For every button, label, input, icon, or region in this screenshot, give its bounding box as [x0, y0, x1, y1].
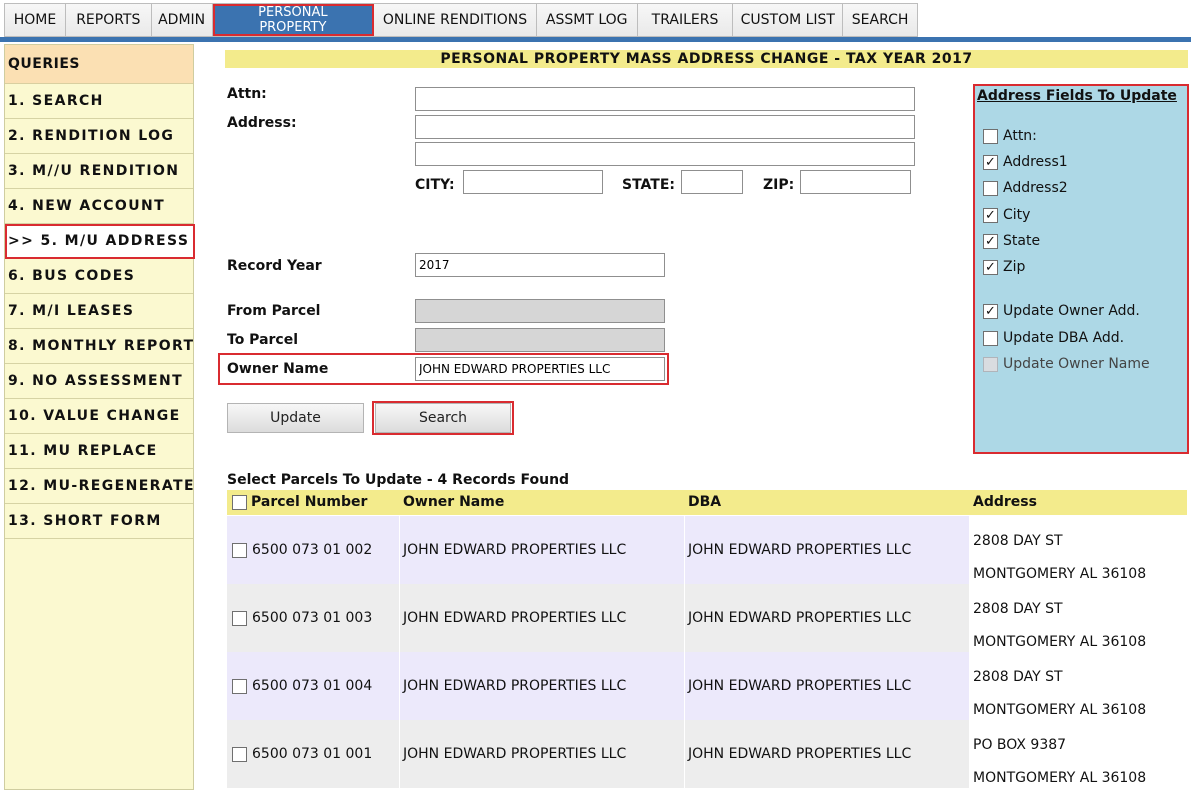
option-update-owner-name	[983, 356, 1150, 372]
header-address: Address	[970, 490, 1187, 515]
update-button[interactable]: Update	[227, 403, 364, 433]
record-year-input[interactable]	[415, 253, 665, 277]
option-attn[interactable]	[983, 128, 1037, 144]
option-label: Zip	[1003, 259, 1026, 275]
parcel-cell	[227, 516, 400, 584]
to-parcel-input	[415, 328, 665, 352]
option-address2[interactable]	[983, 180, 1068, 196]
row-checkbox[interactable]	[232, 543, 247, 558]
zip-input[interactable]	[800, 170, 911, 194]
address2-checkbox[interactable]	[983, 181, 998, 196]
sidebar-header: QUERIES	[5, 45, 193, 84]
tab-personal-property[interactable]	[213, 4, 375, 36]
address-line1: 2808 DAY ST	[973, 533, 1063, 549]
tab-trailers[interactable]: TRAILERS	[638, 4, 734, 36]
option-label: Update Owner Name	[1003, 356, 1150, 372]
sidebar-item-no-assessment[interactable]: 9. NO ASSESSMENT	[5, 364, 193, 399]
sidebar-item-search[interactable]: 1. SEARCH	[5, 84, 193, 119]
parcel-cell	[227, 720, 400, 788]
option-label: State	[1003, 233, 1041, 249]
option-city[interactable]	[983, 207, 1030, 223]
address-cell	[970, 652, 1187, 720]
zip-label: ZIP:	[763, 177, 795, 193]
header-owner-name: Owner Name	[400, 490, 685, 515]
address-cell	[970, 516, 1187, 584]
address1-input[interactable]	[415, 115, 915, 139]
city-label: CITY:	[415, 177, 455, 193]
nav-tab-bar	[4, 3, 918, 37]
top-nav	[0, 0, 1191, 42]
row-checkbox[interactable]	[232, 747, 247, 762]
city-input[interactable]	[463, 170, 603, 194]
sidebar-item-mi-leases[interactable]: 7. M/I LEASES	[5, 294, 193, 329]
address-fields-panel	[973, 84, 1189, 454]
row-checkbox[interactable]	[232, 611, 247, 626]
tab-assmt-log[interactable]: ASSMT LOG	[537, 4, 638, 36]
results-title: Select Parcels To Update - 4 Records Found	[227, 472, 570, 488]
sidebar	[4, 44, 194, 790]
update-owner-name-checkbox	[983, 357, 998, 372]
address-line1: 2808 DAY ST	[973, 669, 1063, 685]
record-year-label: Record Year	[227, 258, 322, 274]
sidebar-item-bus-codes[interactable]: 6. BUS CODES	[5, 259, 193, 294]
option-update-dba-add[interactable]	[983, 330, 1124, 346]
dba-cell: JOHN EDWARD PROPERTIES LLC	[685, 720, 970, 788]
state-label: STATE:	[622, 177, 676, 193]
address-line2: MONTGOMERY AL 36108	[973, 634, 1147, 650]
parcel-number: 6500 073 01 001	[252, 746, 373, 762]
to-parcel-label: To Parcel	[227, 332, 299, 348]
header-parcel-number	[227, 490, 400, 515]
sidebar-item-new-account[interactable]: 4. NEW ACCOUNT	[5, 189, 193, 224]
sidebar-item-rendition-log[interactable]: 2. RENDITION LOG	[5, 119, 193, 154]
row-checkbox[interactable]	[232, 679, 247, 694]
owner-cell: JOHN EDWARD PROPERTIES LLC	[400, 652, 685, 720]
sidebar-item-value-change[interactable]: 10. VALUE CHANGE	[5, 399, 193, 434]
tab-home[interactable]: HOME	[5, 4, 66, 36]
address-label: Address:	[227, 115, 297, 131]
header-parcel-label: Parcel Number	[251, 494, 368, 510]
address-line1: PO BOX 9387	[973, 737, 1067, 753]
option-label: Update DBA Add.	[1003, 330, 1125, 346]
attn-label: Attn:	[227, 86, 267, 102]
sidebar-item-mu-rendition[interactable]: 3. M//U RENDITION	[5, 154, 193, 189]
tab-reports[interactable]: REPORTS	[66, 4, 152, 36]
address-line1: 2808 DAY ST	[973, 601, 1063, 617]
tab-search[interactable]: SEARCH	[843, 4, 917, 36]
nav-stripe	[0, 37, 1191, 42]
attn-checkbox[interactable]	[983, 129, 998, 144]
parcel-number: 6500 073 01 004	[252, 678, 373, 694]
parcel-cell	[227, 652, 400, 720]
sidebar-item-short-form[interactable]: 13. SHORT FORM	[5, 504, 193, 539]
address-line2: MONTGOMERY AL 36108	[973, 566, 1147, 582]
from-parcel-label: From Parcel	[227, 303, 321, 319]
address1-checkbox[interactable]: ✓	[983, 155, 998, 170]
parcel-number: 6500 073 01 002	[252, 542, 373, 558]
address-line2: MONTGOMERY AL 36108	[973, 702, 1147, 718]
address-fields-title: Address Fields To Update	[977, 88, 1177, 104]
sidebar-item-mu-regenerate[interactable]: 12. MU-REGENERATE	[5, 469, 193, 504]
option-address1[interactable]	[983, 154, 1068, 170]
tab-custom-list[interactable]: CUSTOM LIST	[733, 4, 843, 36]
table-row	[227, 584, 1187, 652]
dba-cell: JOHN EDWARD PROPERTIES LLC	[685, 584, 970, 652]
address-cell	[970, 584, 1187, 652]
select-all-checkbox[interactable]	[232, 495, 247, 510]
option-state[interactable]	[983, 233, 1040, 249]
sidebar-item-mu-replace[interactable]: 11. MU REPLACE	[5, 434, 193, 469]
owner-name-input[interactable]	[415, 357, 665, 381]
state-checkbox[interactable]: ✓	[983, 234, 998, 249]
zip-checkbox[interactable]: ✓	[983, 260, 998, 275]
header-dba: DBA	[685, 490, 970, 515]
owner-name-label: Owner Name	[227, 361, 329, 377]
search-button[interactable]: Search	[375, 403, 511, 433]
sidebar-item-monthly-report[interactable]: 8. MONTHLY REPORT	[5, 329, 193, 364]
table-row	[227, 720, 1187, 788]
option-label: Attn:	[1003, 128, 1037, 144]
owner-cell: JOHN EDWARD PROPERTIES LLC	[400, 516, 685, 584]
address-line2: MONTGOMERY AL 36108	[973, 770, 1147, 786]
tab-personal-property-line1: PERSONAL	[258, 5, 328, 20]
dba-cell: JOHN EDWARD PROPERTIES LLC	[685, 516, 970, 584]
option-label: City	[1003, 207, 1031, 223]
page-title: PERSONAL PROPERTY MASS ADDRESS CHANGE - TAX YEAR 2017	[225, 50, 1188, 68]
owner-cell: JOHN EDWARD PROPERTIES LLC	[400, 720, 685, 788]
table-row	[227, 516, 1187, 584]
owner-cell: JOHN EDWARD PROPERTIES LLC	[400, 584, 685, 652]
tab-admin[interactable]: ADMIN	[152, 4, 213, 36]
from-parcel-input	[415, 299, 665, 323]
option-label: Address2	[1003, 180, 1068, 196]
table-row	[227, 652, 1187, 720]
dba-cell: JOHN EDWARD PROPERTIES LLC	[685, 652, 970, 720]
option-zip[interactable]	[983, 259, 1025, 275]
update-dba-add-checkbox[interactable]	[983, 331, 998, 346]
sidebar-item-mu-address[interactable]: >> 5. M/U ADDRESS	[5, 224, 195, 259]
option-label: Address1	[1003, 154, 1068, 170]
tab-online-renditions[interactable]: ONLINE RENDITIONS	[374, 4, 537, 36]
option-label: Update Owner Add.	[1003, 303, 1140, 319]
parcel-cell	[227, 584, 400, 652]
address-cell	[970, 720, 1187, 788]
tab-personal-property-line2: PROPERTY	[259, 20, 327, 35]
address2-input[interactable]	[415, 142, 915, 166]
option-update-owner-add[interactable]	[983, 303, 1140, 319]
parcel-number: 6500 073 01 003	[252, 610, 373, 626]
update-owner-add-checkbox[interactable]: ✓	[983, 304, 998, 319]
attn-input[interactable]	[415, 87, 915, 111]
city-checkbox[interactable]: ✓	[983, 208, 998, 223]
state-input[interactable]	[681, 170, 743, 194]
